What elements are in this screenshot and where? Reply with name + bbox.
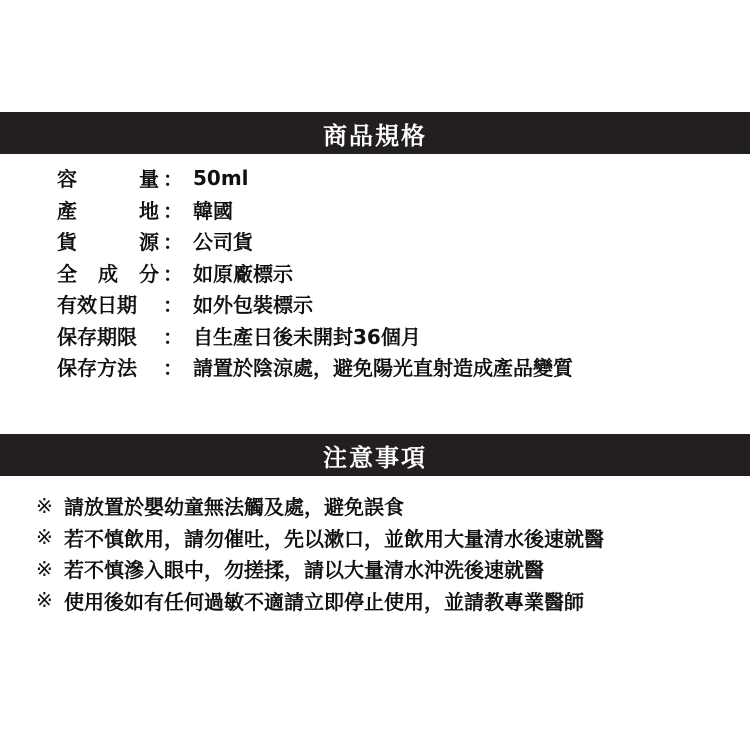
- note-text: 若不慎滲入眼中，勿搓揉，請以大量清水沖洗後速就醫: [64, 558, 544, 583]
- spec-label: [57, 258, 159, 287]
- note-item: [36, 522, 736, 554]
- spec-label: [57, 352, 159, 381]
- spec-row-storage: [57, 351, 737, 383]
- spec-colon: ：: [163, 198, 183, 223]
- spec-value: 韓國: [193, 198, 233, 223]
- note-text: 使用後如有任何過敏不適請立即停止使用，並請教專業醫師: [64, 589, 584, 614]
- note-item: [36, 585, 736, 617]
- spec-label-char: 源: [139, 230, 159, 255]
- spec-label-text: 保存期限: [57, 324, 137, 349]
- spec-label-char: 全: [57, 261, 77, 286]
- spec-label: [57, 226, 159, 255]
- spec-value: 請置於陰涼處，避免陽光直射造成產品變質: [193, 356, 573, 381]
- reference-mark-icon: ※: [36, 556, 53, 581]
- spec-colon: ：: [163, 230, 183, 255]
- spec-row-origin: [57, 194, 737, 226]
- spec-value: 如外包裝標示: [193, 293, 313, 318]
- note-item: [36, 553, 736, 585]
- spec-colon: ：: [163, 356, 183, 381]
- spec-label-char: 貨: [57, 230, 77, 255]
- specs-list: [57, 162, 737, 383]
- note-text: 若不慎飲用，請勿催吐，先以漱口，並飲用大量清水後速就醫: [64, 526, 604, 551]
- spec-row-source: [57, 225, 737, 257]
- spec-label: [57, 195, 159, 224]
- reference-mark-icon: ※: [36, 493, 53, 518]
- spec-value: 50ml: [193, 165, 249, 190]
- spec-label: [57, 289, 159, 318]
- spec-colon: ：: [163, 261, 183, 286]
- notes-section-title: 注意事項: [323, 443, 427, 472]
- spec-label-char: 成: [98, 261, 118, 286]
- reference-mark-icon: ※: [36, 588, 53, 613]
- reference-mark-icon: ※: [36, 525, 53, 550]
- spec-label: [57, 163, 159, 192]
- spec-colon: ：: [163, 293, 183, 318]
- spec-value: 自生產日後未開封36個月: [193, 324, 421, 349]
- spec-row-shelf-life: [57, 320, 737, 352]
- spec-colon: ：: [163, 324, 183, 349]
- spec-row-capacity: [57, 162, 737, 194]
- specs-section-header: [0, 112, 750, 154]
- spec-label-char: 容: [57, 167, 77, 192]
- spec-value: 公司貨: [193, 230, 253, 255]
- spec-row-expiry: [57, 288, 737, 320]
- spec-label-char: 量: [139, 167, 159, 192]
- spec-row-ingredients: [57, 257, 737, 289]
- specs-section-title: 商品規格: [323, 121, 427, 150]
- note-item: [36, 490, 736, 522]
- note-text: 請放置於嬰幼童無法觸及處，避免誤食: [64, 495, 404, 520]
- spec-label-text: 有效日期: [57, 293, 137, 318]
- spec-label-char: 地: [139, 198, 159, 223]
- spec-label-text: 保存方法: [57, 356, 137, 381]
- notes-list: [36, 490, 736, 616]
- spec-colon: ：: [163, 167, 183, 192]
- spec-label: [57, 321, 159, 350]
- notes-section-header: [0, 434, 750, 476]
- spec-label-char: 產: [57, 198, 77, 223]
- spec-value: 如原廠標示: [193, 261, 293, 286]
- spec-label-char: 分: [139, 261, 159, 286]
